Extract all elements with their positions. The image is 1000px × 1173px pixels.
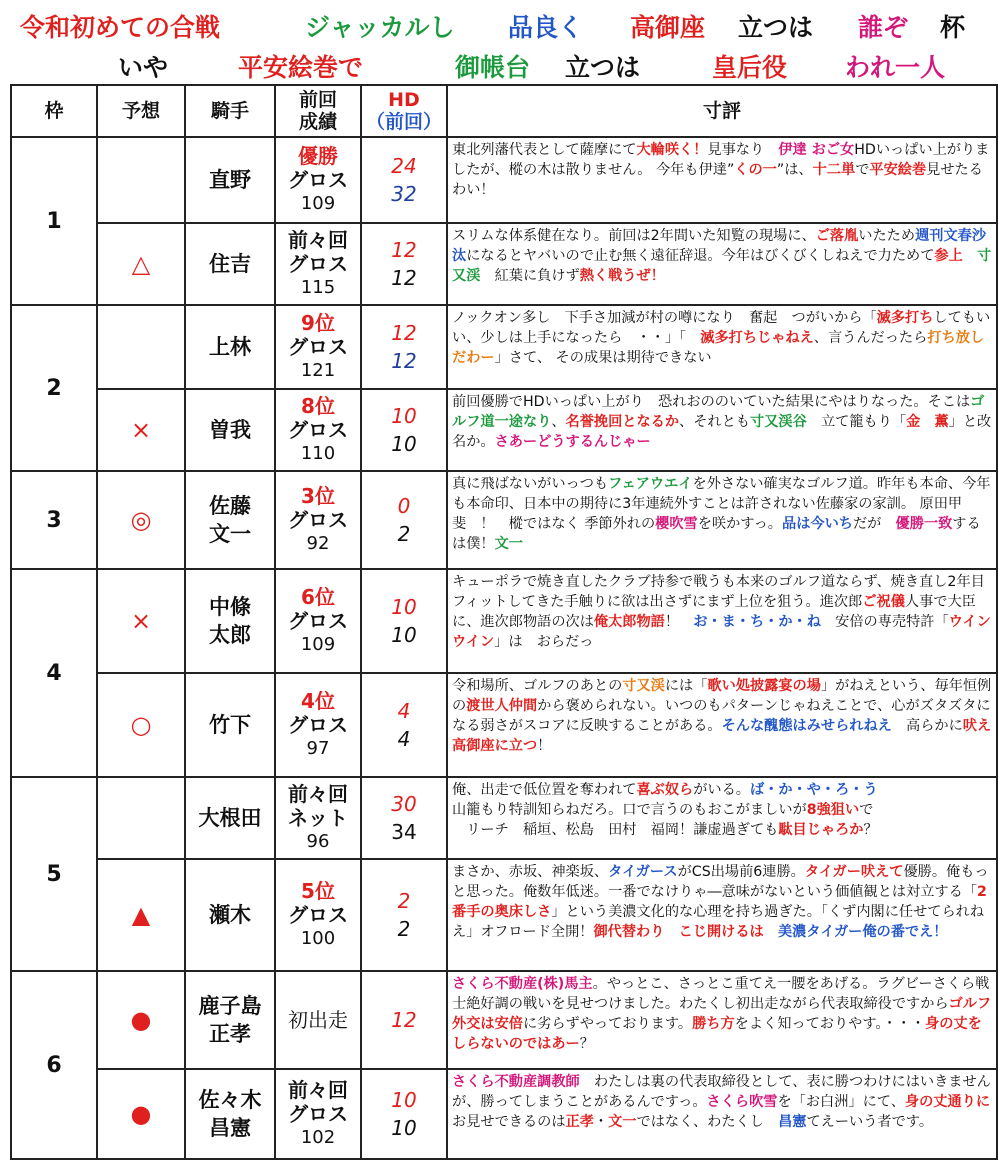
- prediction-mark: [97, 777, 185, 859]
- hd-current: 10: [391, 404, 417, 428]
- table-row: [11, 223, 997, 305]
- prev-rank: 9位: [301, 311, 335, 335]
- comment-text: わたしは裏の代表取締役として、表に勝つわけにはいきませんが、勝ってしまうことがあるんですっ。: [452, 1074, 991, 1110]
- comment-cell: [447, 859, 997, 971]
- title-line-1: [0, 8, 1000, 44]
- rider-cell: [185, 569, 275, 673]
- prev-score: 110: [300, 443, 336, 464]
- table-row: [11, 389, 997, 471]
- hd-previous: 4: [397, 727, 411, 751]
- comment-cell: [447, 777, 997, 859]
- prev-result-cell: [275, 305, 361, 389]
- comment-text: 山籠もり特訓知らねだろ。口で言うのもおこがましいが: [452, 802, 807, 818]
- prev-rank: 優勝: [298, 144, 338, 168]
- hd-current: 10: [391, 595, 417, 619]
- comment-text: ？: [579, 1036, 594, 1052]
- comment-text: 東北列藩代表として薩摩にて: [452, 142, 637, 158]
- comment-text: 。やっとこ、さっとこ重てえ一腰をあげる。ラグビーさくら戦士絶好調の戦いを見せつけました。わたくし初出走ながら代表取締役ですから: [452, 976, 990, 1012]
- header-prev-line2: 成績: [298, 111, 337, 133]
- prediction-mark: [97, 305, 185, 389]
- title-segment: 立つは: [738, 13, 814, 42]
- comment-text: 渡世人仲間: [466, 698, 538, 714]
- comment-text: 、: [551, 414, 566, 430]
- prev-rank: 前々回: [288, 782, 348, 806]
- race-table: [10, 84, 998, 1160]
- hd-current: 10: [391, 1088, 417, 1112]
- comment-text: 前回優勝でHDいっぱい上がり 恐れおののいていた結果にやはりなった。そこは: [452, 394, 971, 410]
- title-segment: 高御座: [630, 13, 706, 42]
- comment-text: [664, 924, 678, 940]
- comment-text: 参上: [934, 248, 963, 264]
- comment-text: 紅葉に負けず: [480, 268, 580, 284]
- comment-text: 十二単: [812, 162, 856, 178]
- comment-cell: [447, 305, 997, 389]
- comment-text: 正孝: [565, 1114, 594, 1130]
- comment-text: 吠え高御座に立つ: [452, 718, 992, 754]
- comment-text: リーチ 稲垣、松島 田村 福岡！謙虚過ぎても: [452, 822, 779, 838]
- comment-cell: [447, 471, 997, 569]
- prev-rank: 3位: [301, 484, 335, 508]
- waku-cell: 5: [11, 777, 97, 971]
- comment-text: ・: [593, 1114, 609, 1130]
- comment-text: 優勝一致: [895, 516, 953, 532]
- hd-cell: [361, 569, 447, 673]
- comment-text: 歌い処披露宴の場: [707, 678, 821, 694]
- prev-result-cell: [275, 389, 361, 471]
- comment-text: HDいっぱい上がりましたが、樅の木は散りません。 今年も: [452, 142, 990, 178]
- score-kind: グロス: [288, 168, 348, 192]
- prediction-mark: ●: [97, 1069, 185, 1159]
- comment-text: するは僕！: [452, 516, 981, 552]
- hd-cell: [361, 389, 447, 471]
- comment-text: ゴルフ道一途なり: [452, 394, 985, 430]
- prediction-mark: [97, 137, 185, 223]
- comment-text: お・ま・ち・か・ね: [693, 614, 821, 630]
- rider-cell: [185, 1069, 275, 1159]
- hd-cell: [361, 1069, 447, 1159]
- waku-cell: 3: [11, 471, 97, 569]
- comment-text: には「: [664, 678, 708, 694]
- title-line-2: [0, 48, 1000, 84]
- score-kind: ネット: [288, 806, 348, 830]
- comment-text: 文一: [494, 536, 523, 552]
- hd-previous: 10: [391, 623, 417, 647]
- comment-text: ノックオン多し 下手さ加減が村の噂になり 奮起 つがいから「: [452, 310, 877, 326]
- score-kind: 初出走: [288, 1008, 348, 1032]
- comment-text: 」がねえという、毎年恒例の: [452, 678, 992, 714]
- rider-cell: [185, 859, 275, 971]
- comment-text: 見せたるわい！: [452, 162, 983, 198]
- table-row: [11, 305, 997, 389]
- comment-text: で: [855, 162, 870, 178]
- comment-text: 勝ち方: [692, 1016, 735, 1032]
- rider-name: 佐々木: [198, 1088, 262, 1112]
- prev-score: 115: [300, 277, 336, 298]
- comment-text: 令和場所、ゴルフのあとの: [452, 678, 623, 694]
- comment-cell: [447, 1069, 997, 1159]
- header-hd-line1: HD: [388, 89, 420, 111]
- comment-text: 安倍の専売特許「: [820, 614, 949, 630]
- title-segment: 御帳台: [455, 53, 531, 82]
- header-hd: [361, 85, 447, 137]
- header-waku: 枠: [11, 85, 97, 137]
- comment-text: 寸又渓: [622, 678, 665, 694]
- prediction-mark: ○: [97, 673, 185, 777]
- comment-text: てえーいう者です。: [806, 1114, 934, 1130]
- hd-current: 30: [391, 792, 417, 816]
- rider-cell: [185, 389, 275, 471]
- comment-text: 打ち放しだわー: [452, 330, 985, 366]
- rider-cell: [185, 223, 275, 305]
- rider-name: 正孝: [209, 1022, 251, 1046]
- prediction-mark: △: [97, 223, 185, 305]
- score-kind: グロス: [288, 418, 348, 442]
- comment-text: まさか、赤坂、神楽坂、: [452, 864, 609, 880]
- comment-text: [963, 248, 977, 264]
- header-yoso: 予想: [97, 85, 185, 137]
- prev-result-cell: [275, 569, 361, 673]
- table-row: [11, 859, 997, 971]
- title-segment: ジャッカルし: [305, 13, 455, 42]
- hd-cell: [361, 223, 447, 305]
- comment-text: さくら吹雪: [706, 1094, 778, 1110]
- title-segment: 誰ぞ: [858, 13, 909, 42]
- comment-text: がCS出場前6連勝。: [677, 864, 805, 880]
- prev-score: 100: [300, 928, 336, 949]
- comment-text: さあーどうするんじゃー: [494, 434, 651, 450]
- rider-name: 太郎: [209, 623, 251, 647]
- score-kind: グロス: [288, 713, 348, 737]
- comment-text: ！: [664, 614, 694, 630]
- prev-rank: 6位: [301, 585, 335, 609]
- prev-score: 96: [306, 831, 330, 852]
- rider-name: 上林: [209, 335, 251, 359]
- comment-text: になるとヤバいので止む無く遠征辞退。今年はびくびくしねえで力ためて: [466, 248, 935, 264]
- comment-text: お見せできるのは: [452, 1114, 566, 1130]
- title-segment: 品良く: [508, 13, 584, 42]
- prediction-mark: ×: [97, 569, 185, 673]
- rider-cell: [185, 971, 275, 1069]
- comment-text: 伊達 おご女: [778, 142, 855, 158]
- score-kind: グロス: [288, 508, 348, 532]
- prev-score: 121: [300, 360, 336, 381]
- comment-text: 滅多打ちじゃねえ: [700, 330, 814, 346]
- score-kind: グロス: [288, 903, 348, 927]
- rider-name: 鹿子島: [198, 994, 262, 1018]
- comment-text: 見事なり: [707, 142, 779, 158]
- prev-result-cell: [275, 223, 361, 305]
- comment-text: 8強狙い: [806, 802, 860, 818]
- rider-name: 大根田: [198, 806, 262, 830]
- comment-text: を咲かすっ。: [697, 516, 782, 532]
- comment-text: 立て籠もり「: [806, 414, 907, 430]
- comment-text: してもいい、少しは上手になったら ・・」「: [452, 310, 991, 346]
- hd-cell: [361, 777, 447, 859]
- prev-score: 97: [306, 738, 330, 759]
- prediction-mark: ×: [97, 389, 185, 471]
- comment-text: で: [859, 802, 874, 818]
- comment-text: 身の丈をしらないのではあー: [452, 1016, 982, 1052]
- comment-text: [764, 924, 778, 940]
- rider-name: 中條: [209, 595, 251, 619]
- hd-current: 24: [391, 154, 417, 178]
- prediction-mark: ▲: [97, 859, 185, 971]
- header-prev-line1: 前回: [298, 89, 337, 111]
- comment-text: に劣らずやっております。: [522, 1016, 693, 1032]
- rider-name: 佐藤: [209, 494, 251, 518]
- hd-previous: 34: [391, 820, 417, 844]
- score-kind: グロス: [288, 1102, 348, 1126]
- title-segment: 皇后役: [712, 53, 788, 82]
- comment-text: 真に飛ばないがいっつも: [452, 476, 609, 492]
- hd-previous: 12: [391, 266, 417, 290]
- comment-text: 櫻吹雪: [655, 516, 698, 532]
- hd-current: 12: [391, 1008, 417, 1032]
- hd-cell: [361, 859, 447, 971]
- title-segment: われ一人: [845, 53, 946, 82]
- comment-text: 俺太郎物語: [593, 614, 665, 630]
- rider-cell: [185, 777, 275, 859]
- score-kind: グロス: [288, 335, 348, 359]
- comment-text: 2番手の奥床しさ: [452, 884, 987, 920]
- comment-text: ！: [537, 738, 552, 754]
- comment-text: 」さて、 その成果は期待できない: [494, 350, 712, 366]
- comment-text: 名誉挽回となるか: [565, 414, 680, 430]
- comment-text: 寸又渓: [452, 248, 992, 284]
- rider-cell: [185, 137, 275, 223]
- table-row: [11, 777, 997, 859]
- comment-text: さくら不動産調教師: [452, 1074, 580, 1090]
- hd-previous: 12: [391, 349, 417, 373]
- comment-text: ウインウイン: [452, 614, 991, 650]
- comment-text: くの一: [734, 162, 777, 178]
- comment-text: いたため: [858, 228, 916, 244]
- score-kind: グロス: [288, 609, 348, 633]
- prev-result-cell: [275, 971, 361, 1069]
- comment-text: ゴルフ外交は安倍: [452, 996, 992, 1032]
- prev-result-cell: [275, 859, 361, 971]
- comment-text: キューポラで焼き直したクラブ持参で戦うも本来のゴルフ道ならず、焼き直し2年目 フィットしてきた手触りに欲は出さずにまず上位を狙う。進次郎: [452, 574, 1000, 610]
- comment-text: 伊達”: [698, 162, 735, 178]
- prev-result-cell: [275, 777, 361, 859]
- waku-cell: 1: [11, 137, 97, 305]
- header-comment: 寸評: [447, 85, 997, 137]
- rider-cell: [185, 673, 275, 777]
- title-segment: 令和初めての合戦: [20, 13, 221, 42]
- hd-current: 12: [391, 238, 417, 262]
- comment-text: 高らかに: [891, 718, 963, 734]
- comment-cell: [447, 971, 997, 1069]
- comment-text: 御代替わり: [593, 924, 665, 940]
- prediction-mark: ◎: [97, 471, 185, 569]
- prev-result-cell: [275, 471, 361, 569]
- prev-result-cell: [275, 137, 361, 223]
- prev-rank: 前々回: [288, 228, 348, 252]
- hd-current: 0: [397, 494, 411, 518]
- prev-rank: 5位: [301, 879, 335, 903]
- comment-text: 昌憲: [778, 1114, 807, 1130]
- comment-text: 、言うんだったら: [813, 330, 928, 346]
- hd-previous: 2: [397, 522, 411, 546]
- header-kishu: 騎手: [185, 85, 275, 137]
- comment-text: ご落胤: [815, 228, 859, 244]
- title-segment: 杯: [940, 13, 966, 42]
- comment-cell: [447, 137, 997, 223]
- rider-cell: [185, 305, 275, 389]
- rider-name: 瀬木: [209, 903, 251, 927]
- prev-result-cell: [275, 1069, 361, 1159]
- comment-text: 美濃タイガー俺の番でえ！: [777, 924, 948, 940]
- waku-cell: 2: [11, 305, 97, 471]
- comment-text: ば・か・や・ろ・う: [749, 782, 878, 798]
- comment-text: がいる。: [693, 782, 750, 798]
- rider-name: 昌憲: [209, 1116, 251, 1140]
- comment-cell: [447, 569, 1000, 673]
- rider-name: 竹下: [209, 713, 251, 737]
- comment-text: タイガー吠えて: [804, 864, 904, 880]
- comment-text: をよく知っておりやす。・・・: [734, 1016, 926, 1032]
- header-prev: [275, 85, 361, 137]
- hd-previous: 2: [397, 917, 411, 941]
- rider-name: 住吉: [209, 252, 251, 276]
- waku-cell: 4: [11, 569, 97, 777]
- title-segment: 立つは: [565, 53, 641, 82]
- table-row: [11, 471, 997, 569]
- hd-current: 4: [397, 699, 411, 723]
- rider-name: 文一: [209, 522, 251, 546]
- prediction-mark: ●: [97, 971, 185, 1069]
- table-header-row: [11, 85, 997, 137]
- comment-text: スリムな体系健在なり。前回は2年間いた知覧の現場に、: [452, 228, 816, 244]
- comment-text: 人事で大臣に、進次郎物語の次は: [452, 594, 976, 630]
- comment-text: 金 薫: [906, 414, 949, 430]
- prev-result-cell: [275, 673, 361, 777]
- comment-text: 滅多打ち: [876, 310, 934, 326]
- comment-text: 俺、出走で低位置を奪われて: [452, 782, 637, 798]
- table-row: [11, 673, 997, 777]
- comment-text: ご祝儀: [862, 594, 905, 610]
- hd-current: 12: [391, 321, 417, 345]
- hd-previous: 10: [391, 1116, 417, 1140]
- comment-text: そんな醜態はみせられねえ: [721, 718, 892, 734]
- prev-score: 109: [300, 634, 336, 655]
- hd-cell: [361, 305, 447, 389]
- comment-text: さくら不動産(株)馬主: [452, 976, 593, 992]
- comment-text: ？: [863, 822, 878, 838]
- rider-name: 直野: [209, 168, 251, 192]
- hd-previous: 10: [391, 432, 417, 456]
- comment-text: 身の丈通りに: [904, 1094, 991, 1110]
- comment-text: 」という美濃文化的な心理を持ち過ぎた。「くず内閣に任せてられねえ」オフロード全開！: [452, 904, 985, 940]
- comment-text: から褒められない。いつのもパターンじゃねえことで、心がズタズタになる弱さがスコアに反映することがある。: [452, 698, 991, 734]
- table-row: [11, 137, 997, 223]
- comment-text: 寸又渓谷: [750, 414, 807, 430]
- hd-cell: [361, 137, 447, 223]
- hd-cell: [361, 673, 447, 777]
- prev-score: 102: [300, 1127, 336, 1148]
- score-kind: グロス: [288, 252, 348, 276]
- prev-score: 109: [300, 193, 336, 214]
- comment-text: 」と改名か。: [452, 414, 992, 450]
- comment-text: 駄目じゃろか: [778, 822, 864, 838]
- hd-previous: 32: [391, 182, 417, 206]
- comment-text: 品は今いち: [782, 516, 853, 532]
- table-row: [11, 569, 997, 673]
- table-row: [11, 1069, 997, 1159]
- comment-text: 文一: [608, 1114, 637, 1130]
- comment-text: を外さない確実なゴルフ道。昨年も本命、今年も本命印、日本中の期待に3年連続外すことは許されない佐藤家の家訓。 原田甲斐 ！ 樅ではなく 季節外れの: [452, 476, 991, 532]
- comment-text: タイガース: [608, 864, 678, 880]
- comment-text: 平安絵巻: [869, 162, 927, 178]
- comment-text: を「お白洲」にて、: [777, 1094, 905, 1110]
- title-segment: 平安絵巻で: [238, 53, 364, 82]
- table-row: [11, 971, 997, 1069]
- comment-cell: [447, 223, 997, 305]
- comment-text: 、それとも: [679, 414, 750, 430]
- prev-score: 92: [306, 533, 330, 554]
- hd-cell: [361, 971, 447, 1069]
- comment-text: こじ開けるは: [678, 924, 764, 940]
- prev-rank: 8位: [301, 394, 335, 418]
- comment-text: 熱く戦うぜ！: [579, 268, 665, 284]
- comment-cell: [447, 673, 997, 777]
- header-hd-line2: （前回）: [365, 111, 442, 133]
- comment-text: 」は おらだっ: [494, 634, 594, 650]
- waku-cell: 6: [11, 971, 97, 1159]
- comment-text: ”は、: [776, 162, 813, 178]
- comment-cell: [447, 389, 997, 471]
- comment-text: 喜ぶ奴ら: [636, 782, 694, 798]
- comment-text: ではなく、わたくし: [636, 1114, 779, 1130]
- hd-cell: [361, 471, 447, 569]
- title-segment: いや: [118, 53, 169, 82]
- prev-rank: 4位: [301, 689, 335, 713]
- rider-cell: [185, 471, 275, 569]
- comment-text: 優勝。俺もっと思った。俺数年低迷。一番でなけりゃ―意味がないという価値観とは対立する「: [452, 864, 989, 900]
- comment-text: 大輪咲く！: [636, 142, 708, 158]
- hd-current: 2: [397, 889, 411, 913]
- prev-rank: 前々回: [288, 1078, 348, 1102]
- comment-text: 週刊文春沙汰: [452, 228, 987, 264]
- table-body: [11, 137, 1000, 1159]
- comment-text: フェアウエイ: [608, 476, 693, 492]
- comment-text: だが: [852, 516, 896, 532]
- rider-name: 曽我: [209, 418, 251, 442]
